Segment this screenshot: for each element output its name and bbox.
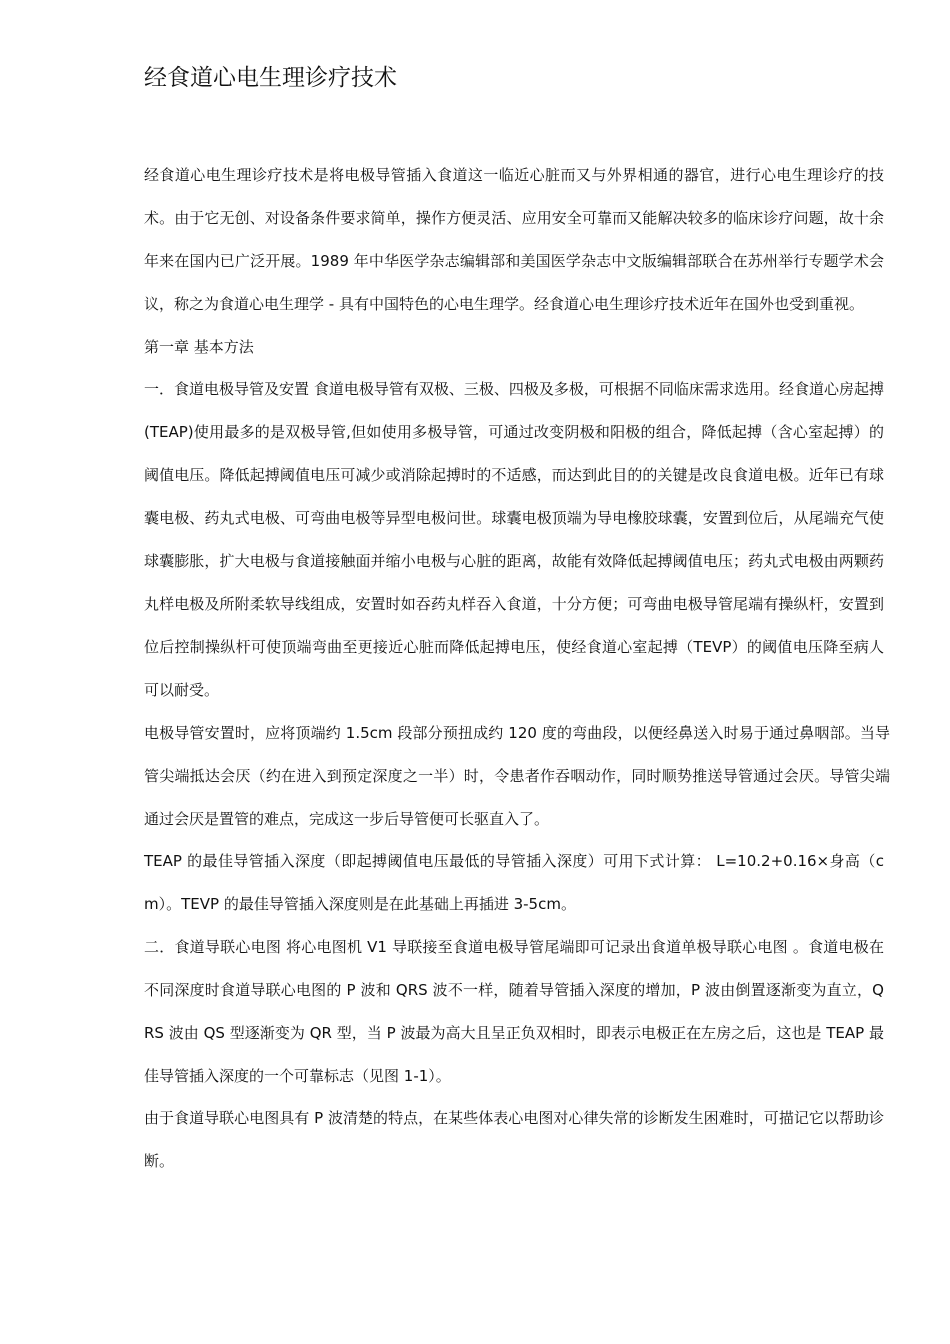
paragraph-electrode-catheter: 一．食道电极导管及安置 食道电极导管有双极、三极、四极及多极，可根据不同临床需求选用。经食道心房起搏(TEAP)使用最多的是双极导管,但如使用多极导管，可通过改变阴极和阳极的组合，降低起搏（含心室起搏）的阈值电压。降低起搏阈值电压可减少或消除起搏时的不适感，而达到此目的的关键是改良食道电极。近年已有球囊电极、药丸式电极、可弯曲电极等异型电极问世。球囊电极顶端为导电橡胶球囊，安置到位后，从尾端充气使球囊膨胀，扩大电极与食道接触面并缩小电极与心脏的距离，故能有效降低起搏阈值电压；药丸式电极由两颗药丸样电极及所附柔软导线组成，安置时如吞药丸样吞入食道，十分方便；可弯曲电极导管尾端有操纵杆，安置到位后控制操纵杆可使顶端弯曲至更接近心脏而降低起搏电压，使经食道心室起搏（TEVP）的阈值电压降至病人可以耐受。 xyxy=(144,380,884,699)
chapter-heading: 第一章 基本方法 xyxy=(144,337,254,356)
document-body xyxy=(144,154,890,1183)
paragraph-catheter-placement: 电极导管安置时，应将顶端约 1.5cm 段部分预扭成约 120 度的弯曲段，以便经鼻送入时易于通过鼻咽部。当导管尖端抵达会厌（约在进入到预定深度之一半）时，令患者作吞咽动作，同时顺势推送导管通过会厌。导管尖端通过会厌是置管的难点，完成这一步后导管便可长驱直入了。 xyxy=(144,723,890,828)
paragraph-insertion-depth: TEAP 的最佳导管插入深度（即起搏阈值电压最低的导管插入深度）可用下式计算： L=10.2+0.16×身高（cm）。TEVP 的最佳导管插入深度则是在此基础上再插进 3-5cm。 xyxy=(144,852,884,913)
paragraph-intro: 经食道心电生理诊疗技术是将电极导管插入食道这一临近心脏而又与外界相通的器官，进行心电生理诊疗的技术。由于它无创、对设备条件要求简单，操作方便灵活、应用安全可靠而又能解决较多的临床诊疗问题，故十余年来在国内已广泛开展。1989 年中华医学杂志编辑部和美国医学杂志中文版编辑部联合在苏州举行专题学术会议，称之为食道心电生理学 - 具有中国特色的心电生理学。经食道心电生理诊疗技术近年在国外也受到重视。 xyxy=(144,166,884,313)
paragraph-diagnosis-aid: 由于食道导联心电图具有 P 波清楚的特点，在某些体表心电图对心律失常的诊断发生困难时，可描记它以帮助诊断。 xyxy=(144,1109,884,1170)
document-title: 经食道心电生理诊疗技术 xyxy=(144,65,397,91)
paragraph-esophageal-ecg: 二．食道导联心电图 将心电图机 V1 导联接至食道电极导管尾端即可记录出食道单极导联心电图 。食道电极在不同深度时食道导联心电图的 P 波和 QRS 波不一样，随着导管插入深度的增加，P 波由倒置逐渐变为直立，QRS 波由 QS 型逐渐变为 QR 型，当 P 波最为高大且呈正负双相时，即表示电极正在左房之后，这也是 TEAP 最佳导管插入深度的一个可靠标志（见图 1-1）。 xyxy=(144,937,884,1085)
